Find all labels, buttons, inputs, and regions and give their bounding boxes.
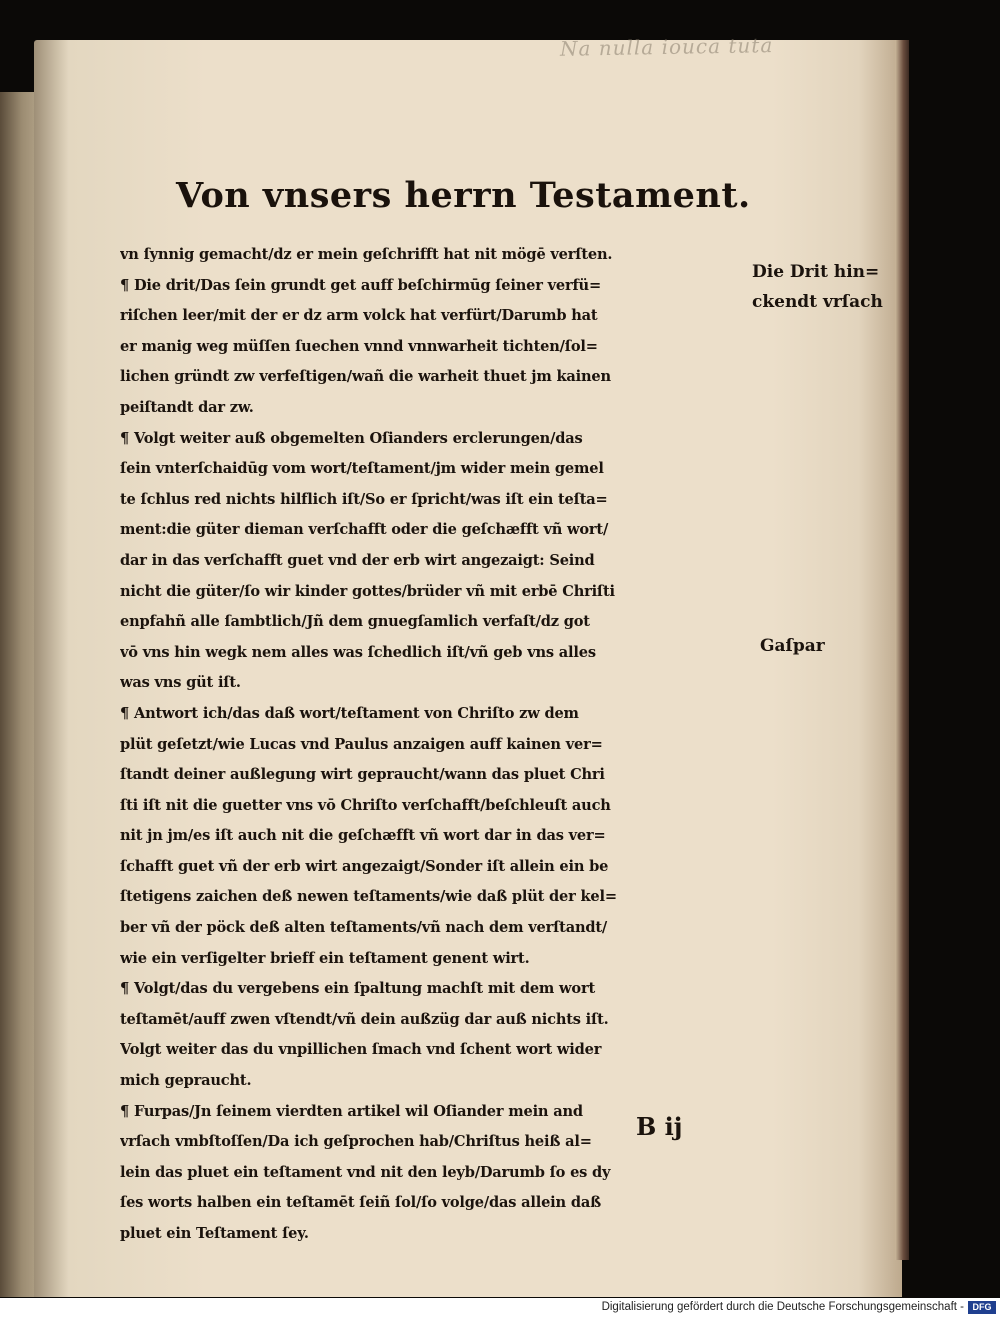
text-line: vn ſynnig gemacht/dz er mein geſchrifft hat nit mögē verſten. (120, 246, 613, 263)
dfg-logo: DFG (968, 1301, 996, 1314)
text-line: ſtandt deiner außlegung wirt gepraucht/wann das pluet Chri (120, 766, 605, 784)
footer-bar (0, 1298, 1000, 1318)
text-line: ſtetigens zaichen deß newen teſtaments/wie daß plüt der kel= (120, 888, 617, 906)
text-line: dar in das verſchafft guet vnd der erb wirt angezaigt: Seind (120, 551, 595, 569)
text-line: was vns güt iſt. (120, 674, 241, 692)
text-line: ſchafft guet vñ der erb wirt angezaigt/Sonder iſt allein ein be (120, 857, 609, 875)
text-line: lein das pluet ein teſtament vnd nit den leyb/Darumb ſo es dy (120, 1163, 611, 1181)
text-line: teſtamēt/auff zwen vſtendt/vñ dein außzüg dar auß nichts iſt. (120, 1010, 609, 1028)
text-line: vō vns hin wegk nem alles was ſchedlich iſt/vñ geb vns alles (120, 643, 596, 661)
text-line: ¶ Furpas/Jn ſeinem vierdten artikel wil Oſiander mein and (120, 1102, 583, 1120)
text-line: ment:die güter dieman verſchafft oder die geſchæfft vñ wort/ (120, 521, 609, 539)
text-line: mich gepraucht. (120, 1072, 252, 1090)
text-line: ¶ Antwort ich/das daß wort/teſtament von Chriſto zw dem (120, 704, 579, 722)
text-line: nit jn jm/es iſt auch nit die geſchæfft vñ wort dar in das ver= (120, 827, 606, 845)
text-line: ber vñ der pöck deß alten teſtaments/vñ nach dem verſtandt/ (120, 919, 608, 937)
page-fore-edge (895, 40, 909, 1260)
text-line: ſes worts halben ein teſtamēt ſeiñ ſol/ſo volge/das allein daß (120, 1194, 601, 1212)
text-line: ¶ Die drit/Das ſein grundt get auff beſchirmūg ſeiner verfü= (120, 276, 601, 294)
text-line: er manig weg müſſen ſuechen vnnd vnnwarheit tichten/ſol= (120, 337, 598, 355)
body-text (120, 240, 770, 1250)
text-line: enpfahñ alle ſambtlich/Jñ dem gnuegſamlich verfaſt/dz got (120, 613, 590, 631)
bleed-through-text: Na nulla iouca tuta (559, 33, 774, 61)
text-line: ſein vnterſchaidūg vom wort/teſtament/jm wider mein gemel (120, 460, 604, 478)
margin-note-line-1: Die Drit hin= (752, 262, 880, 282)
text-line: te ſchlus red nichts hilflich iſt/So er ſpricht/was iſt ein teſta= (120, 490, 608, 508)
text-line: lichen gründt zw verfeſtigen/wañ die warheit thuet jm kainen (120, 368, 611, 386)
margin-note-gaspar: Gaſpar (760, 636, 825, 656)
text-line: riſchen leer/mit der er dz arm volck hat verfürt/Darumb hat (120, 307, 598, 325)
text-line: nicht die güter/ſo wir kinder gottes/brüder vñ mit erbē Chriſti (120, 582, 615, 600)
text-line: plüt geſetzt/wie Lucas vnd Paulus anzaigen auff kainen ver= (120, 735, 603, 753)
text-line: ſti iſt nit die guetter vns vō Chriſto verſchafft/beſchleuſt auch (120, 796, 611, 814)
text-line: vrſach vmbſtoſſen/Da ich geſprochen hab/Chriſtus heiß al= (120, 1133, 592, 1151)
text-line: Volgt weiter das du vnpillichen ſmach vnd ſchent wort wider (120, 1041, 602, 1059)
text-line: peiſtandt dar zw. (120, 398, 254, 416)
text-line: ¶ Volgt/das du vergebens ein ſpaltung machſt mit dem wort (120, 980, 595, 998)
signature-mark: B ij (636, 1112, 683, 1141)
page-title: Von vnsers herrn Testament. (176, 175, 751, 216)
text-line: ¶ Volgt weiter auß obgemelten Oſianders erclerungen/das (120, 429, 583, 447)
footer-credit-text: Digitalisierung gefördert durch die Deutsche Forschungsgemeinschaft - (601, 1301, 964, 1313)
margin-note-line-2: ckendt vrſach (752, 292, 883, 312)
text-line: pluet ein Teſtament ſey. (120, 1225, 309, 1242)
text-line: wie ein verſigelter brieff ein teſtament genent wirt. (120, 949, 530, 967)
